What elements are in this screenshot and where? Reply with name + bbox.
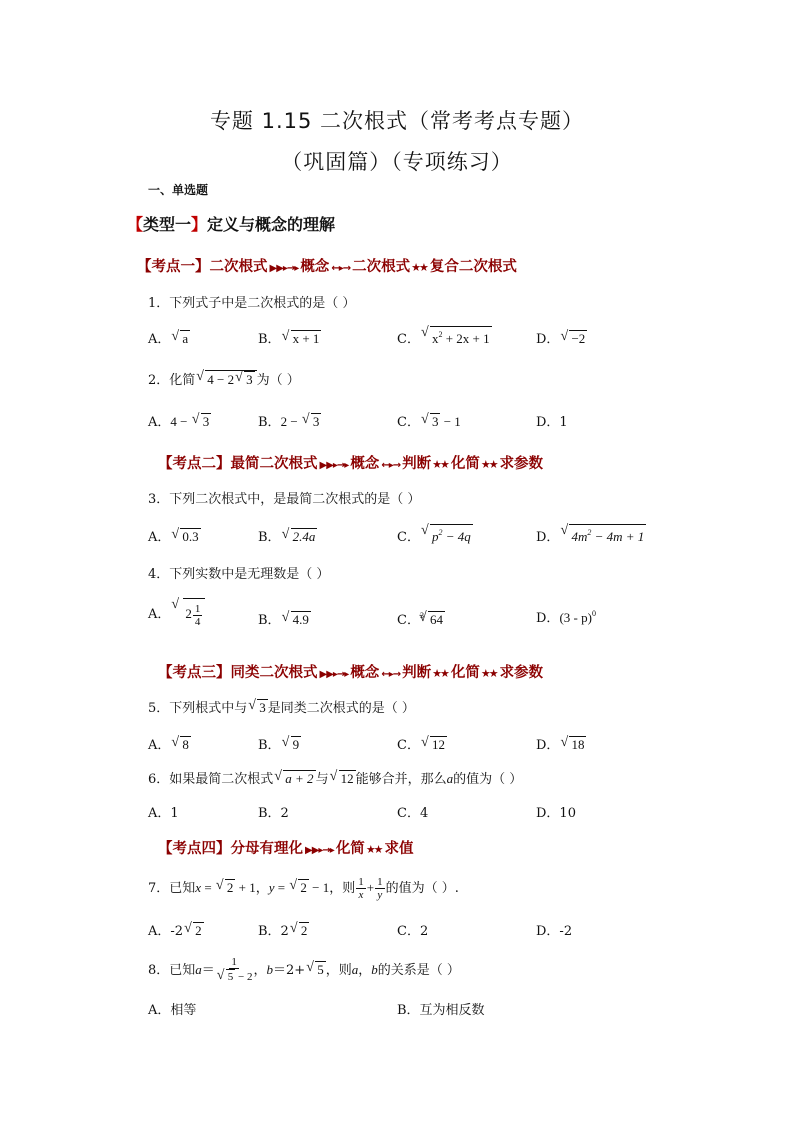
- kaodian-label: 【考点四】分母有理化: [158, 841, 303, 857]
- question-8: [148, 956, 460, 985]
- sqrt-expression: [282, 611, 311, 628]
- expr: =: [201, 880, 215, 895]
- radicand: [569, 524, 646, 544]
- q3-option-d: [536, 524, 646, 545]
- kaodian-term: 化简: [335, 841, 365, 857]
- option-letter: A．: [148, 530, 171, 545]
- kaodian-heading-4: [158, 837, 414, 858]
- section-heading: 一、单选题: [148, 183, 209, 197]
- q5-option-d: [536, 734, 586, 753]
- option-letter: D．: [536, 611, 560, 626]
- question-text: 6．如果最简二次根式: [148, 772, 274, 787]
- fraction: [193, 603, 203, 628]
- radicand: [205, 370, 256, 388]
- option-letter: A．: [148, 607, 171, 622]
- sqrt-expression: [216, 879, 236, 896]
- fraction: [216, 956, 253, 985]
- kaodian-term: 判断: [402, 665, 432, 681]
- option-letter: D．: [536, 738, 560, 753]
- kaodian-heading-2: [158, 452, 543, 473]
- option-letter: C．: [397, 613, 420, 628]
- q3-option-c: [397, 524, 473, 545]
- sqrt-expression: [282, 736, 302, 753]
- q1-option-c: [397, 326, 492, 347]
- question-4: 4．下列实数中是无理数是（ ）: [148, 567, 330, 582]
- exponent: 2: [438, 528, 443, 537]
- q2-option-b: [258, 411, 321, 430]
- q1-option-b: [258, 328, 321, 347]
- q5-option-b: [258, 734, 301, 753]
- question-text: 5．下列根式中与: [148, 701, 248, 716]
- expr: − 1: [308, 880, 330, 895]
- option-letter: C．: [397, 530, 420, 545]
- sqrt-expression: [560, 736, 586, 753]
- radicand: 2: [195, 923, 202, 938]
- q4-option-d: [536, 607, 596, 626]
- sqrt-expression: [560, 524, 646, 545]
- radicand: 12: [340, 771, 354, 786]
- fraction: [356, 876, 366, 901]
- sqrt-expression: [560, 330, 587, 347]
- expr: (3 - p): [559, 610, 592, 625]
- radicand: 2.4a: [292, 529, 316, 544]
- radicand: −2: [571, 331, 586, 346]
- radicand: 3: [431, 414, 439, 429]
- expr: − 2: [235, 971, 253, 983]
- question-text: ，: [358, 963, 372, 978]
- kaodian-term: 概念: [350, 665, 380, 681]
- q1-option-a: [148, 328, 190, 347]
- arrow-icon: ←▸→: [331, 263, 351, 274]
- variable: a: [351, 962, 359, 977]
- kaodian-term: 求值: [384, 841, 414, 857]
- exponent: 0: [591, 609, 596, 618]
- q6-option-a: A．1: [148, 806, 179, 821]
- type-bracket-open: 【: [127, 215, 144, 234]
- q7-option-d: D．-2: [536, 924, 573, 939]
- radicand: 4.9: [292, 612, 309, 627]
- denominator: [216, 969, 253, 985]
- expr: ＝2+: [273, 963, 306, 978]
- q5-option-c: [397, 734, 447, 753]
- sqrt-expression: [289, 879, 309, 896]
- expr: +: [366, 880, 375, 895]
- variable: a: [195, 962, 202, 977]
- option-letter: A．: [148, 415, 171, 430]
- arrow-icon: ▶▶▸→▸: [319, 669, 349, 680]
- arrow-icon: ▶▶▸→▸: [269, 263, 299, 274]
- radicand: 18: [571, 737, 585, 752]
- option-letter: B．: [258, 415, 281, 430]
- var-p: p: [431, 529, 439, 544]
- radicand: 0.3: [182, 529, 199, 544]
- sqrt-expression: [302, 413, 322, 430]
- sqrt-expression: [192, 413, 212, 430]
- star-icon: ★★: [480, 667, 497, 680]
- kaodian-heading-1: [137, 255, 517, 276]
- kaodian-term: 求参数: [499, 456, 544, 472]
- expr: + 1，: [235, 880, 269, 895]
- q7-option-b: [258, 920, 309, 939]
- q6-option-b: B．2: [258, 806, 289, 821]
- arrow-icon: ▶▶▸→▸: [319, 460, 349, 471]
- star-icon: ★★: [365, 843, 382, 856]
- q3-option-b: [258, 526, 317, 545]
- type-heading: [127, 212, 335, 235]
- denominator: y: [377, 889, 383, 901]
- cube-root-expression: [419, 611, 445, 628]
- option-letter: B．: [258, 613, 281, 628]
- numerator: 1: [194, 602, 201, 615]
- radicand: 2: [300, 880, 307, 895]
- radicand-rest: − 4m + 1: [591, 529, 645, 544]
- option-letter: D．: [536, 530, 560, 545]
- sqrt-expression: [171, 598, 205, 629]
- kaodian-term: 概念: [350, 456, 380, 472]
- radicand: [430, 326, 492, 346]
- radicand-rest: + 2x + 1: [442, 331, 490, 346]
- type-text: 定义与概念的理解: [207, 215, 336, 234]
- variable: y: [268, 880, 275, 895]
- expr: 4 −: [170, 414, 191, 429]
- option-letter: D．: [536, 332, 560, 347]
- question-7: [148, 876, 459, 901]
- type-label: 类型一: [143, 215, 192, 234]
- kaodian-term: 判断: [402, 456, 432, 472]
- question-2: [148, 369, 300, 388]
- arrow-icon: ←▸→: [381, 669, 401, 680]
- kaodian-heading-3: [158, 661, 543, 682]
- radicand: 3: [312, 414, 320, 429]
- question-text: ，则: [325, 963, 352, 978]
- q5-option-a: [148, 734, 191, 753]
- sqrt-expression: [196, 370, 256, 388]
- option-text: B．2: [258, 924, 289, 939]
- kaodian-term: 复合二次根式: [429, 259, 517, 275]
- radicand: 3: [259, 700, 266, 715]
- expr: =: [274, 880, 289, 895]
- sqrt-expression: [421, 736, 447, 753]
- q6-option-d: D．10: [536, 806, 576, 821]
- option-letter: B．: [258, 332, 281, 347]
- q2-option-a: [148, 411, 211, 430]
- radicand: 2: [300, 923, 308, 938]
- question-3: 3．下列二次根式中，是最简二次根式的是（ ）: [148, 492, 421, 507]
- sqrt-expression: [282, 330, 322, 347]
- sqrt-expression: [171, 528, 200, 545]
- q7-option-a: [148, 920, 204, 939]
- option-letter: B．: [258, 530, 281, 545]
- question-text: 的值为（ ）.: [385, 881, 459, 896]
- question-text: 7．已知: [148, 881, 196, 896]
- sqrt-expression: [171, 330, 190, 347]
- option-letter: C．: [397, 332, 420, 347]
- radicand: [183, 598, 205, 629]
- numerator: 1: [377, 876, 383, 888]
- radicand: a + 2: [285, 771, 314, 786]
- expr: ＝: [201, 963, 215, 978]
- term: 4m: [571, 529, 588, 544]
- variable: x: [195, 880, 202, 895]
- option-text: A．-2: [148, 924, 184, 939]
- q4-option-b: [258, 609, 311, 628]
- exponent: 2: [438, 330, 443, 339]
- numerator: 1: [231, 956, 237, 968]
- question-text: 是同类二次根式的是（ ）: [267, 701, 415, 716]
- radicand: 12: [431, 737, 445, 752]
- sqrt-expression: [248, 699, 268, 716]
- radicand: 9: [292, 737, 300, 752]
- kaodian-term: 化简: [450, 456, 480, 472]
- numerator: 1: [358, 876, 364, 888]
- expr: − 1: [440, 414, 461, 429]
- question-text: 8．已知: [148, 963, 196, 978]
- radicand: a: [182, 331, 189, 346]
- q1-option-d: [536, 328, 587, 347]
- sqrt-expression: [421, 524, 473, 545]
- q6-option-c: C．4: [397, 806, 429, 821]
- option-letter: C．: [397, 738, 420, 753]
- sqrt-expression: [282, 528, 318, 545]
- radicand-rest: − 4q: [442, 529, 471, 544]
- question-text: 的值为（ ）: [453, 772, 523, 787]
- star-icon: ★★: [480, 458, 497, 471]
- q3-option-a: [148, 526, 201, 545]
- question-text: 与: [315, 772, 329, 787]
- question-1: 1．下列式子中是二次根式的是（ ）: [148, 296, 356, 311]
- sqrt-expression: [421, 326, 492, 347]
- kaodian-label: 【考点二】最简二次根式: [158, 456, 318, 472]
- q4-option-a: [148, 598, 205, 629]
- option-letter: A．: [148, 738, 171, 753]
- arrow-icon: ▶▶▸→▸: [305, 845, 334, 856]
- kaodian-label: 【考点三】同类二次根式: [158, 665, 318, 681]
- denominator: x: [358, 889, 364, 901]
- fraction: [375, 876, 385, 901]
- sqrt-expression: [306, 961, 326, 978]
- q7-option-c: C．2: [397, 924, 429, 939]
- radicand-part: 4 − 2: [207, 372, 235, 387]
- page-subtitle: （巩固篇）（专项练习）: [281, 150, 513, 174]
- q8-option-b: B．互为相反数: [397, 1003, 485, 1018]
- q2-option-d: D．1: [536, 415, 568, 430]
- sqrt-expression: [421, 413, 441, 430]
- variable: b: [266, 962, 274, 977]
- radicand: 3: [246, 372, 253, 387]
- radicand: [430, 524, 473, 544]
- kaodian-term: 二次根式: [352, 259, 411, 275]
- question-6: [148, 768, 522, 787]
- option-letter: A．: [148, 332, 171, 347]
- var-x: x: [431, 331, 439, 346]
- star-icon: ★★: [411, 261, 427, 274]
- arrow-icon: ←▸→: [381, 460, 401, 471]
- radicand: 64: [429, 612, 443, 627]
- radicand: 5: [317, 962, 324, 977]
- radicand: 5: [227, 971, 234, 983]
- page-title: 专题 1.15 二次根式（常考考点专题）: [209, 109, 585, 133]
- kaodian-term: 概念: [300, 259, 330, 275]
- sqrt-expression: [274, 770, 315, 787]
- question-text: 为（ ）: [256, 373, 300, 388]
- q8-option-a: A．相等: [148, 1003, 197, 1018]
- sqrt-expression: [330, 770, 356, 787]
- question-text: ，: [253, 963, 267, 978]
- radicand: 2: [226, 880, 234, 895]
- star-icon: ★★: [432, 667, 448, 680]
- question-text: 的关系是（ ）: [377, 963, 460, 978]
- option-letter: B．: [258, 738, 281, 753]
- question-text: 2．化简: [148, 373, 196, 388]
- radicand: 3: [202, 414, 210, 429]
- q2-option-c: [397, 411, 461, 430]
- kaodian-term: 化简: [450, 665, 480, 681]
- question-5: [148, 697, 415, 716]
- inner-sqrt: [235, 371, 255, 388]
- sqrt-expression: [171, 736, 191, 753]
- type-bracket-close: 】: [191, 215, 208, 234]
- option-letter: C．: [397, 415, 420, 430]
- sqrt-expression: [184, 922, 204, 939]
- expr: 2 −: [280, 414, 301, 429]
- denominator: 4: [194, 615, 201, 628]
- exponent: 2: [587, 528, 592, 537]
- mixed-int: 2: [185, 606, 192, 621]
- sqrt-expression: [217, 969, 236, 985]
- q4-option-c: [397, 609, 445, 628]
- variable: b: [371, 962, 378, 977]
- root-index: 3: [419, 611, 424, 620]
- star-icon: ★★: [432, 458, 448, 471]
- kaodian-term: 求参数: [499, 665, 544, 681]
- variable: a: [446, 771, 454, 786]
- question-text: 能够合并，那么: [355, 772, 447, 787]
- radicand: x + 1: [292, 331, 320, 346]
- kaodian-label: 【考点一】二次根式: [137, 259, 268, 275]
- radicand: 8: [182, 737, 189, 752]
- sqrt-expression: [290, 922, 310, 939]
- question-text: ，则: [329, 881, 356, 896]
